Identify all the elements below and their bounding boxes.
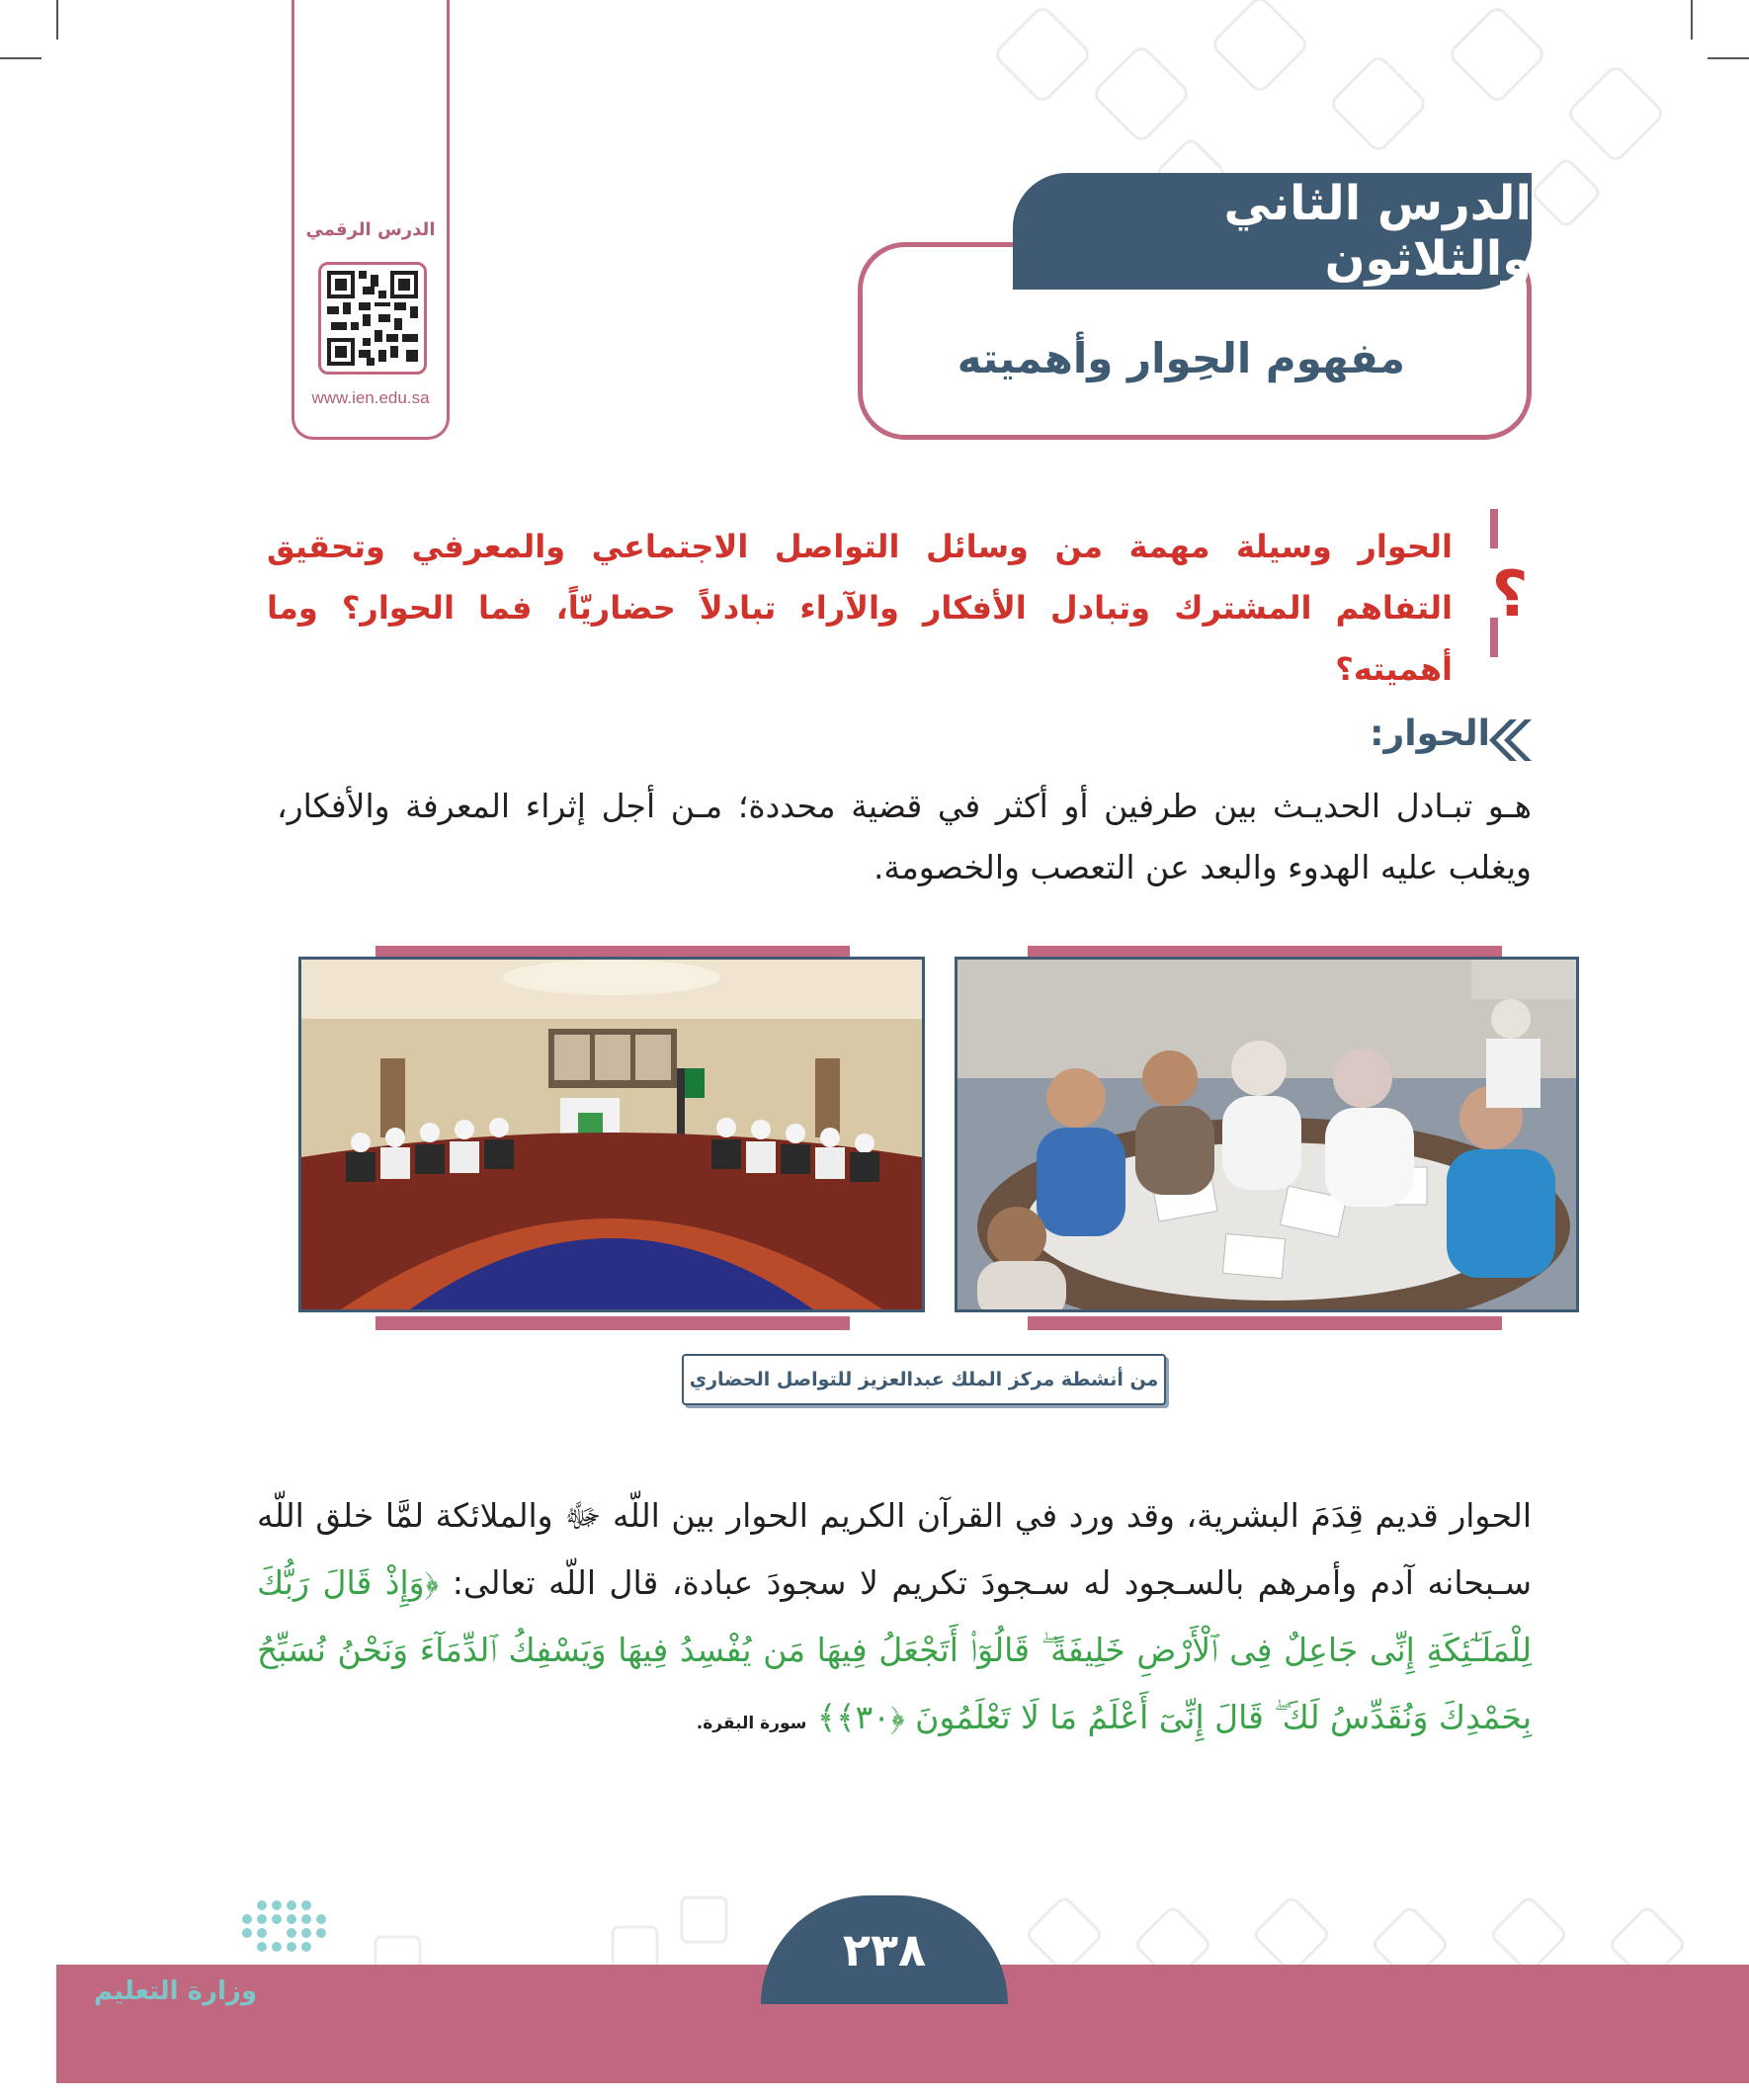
body-text: الحوار قديم قِدَمَ البشرية، وقد ورد في القرآن الكريم الحوار بين اللّه ﷻ والملائكة لمَّا خلق اللّه سـبحانه آدم وأمرهم بالسـجود له سـجودَ تكريم لا سجودَ عبادة، قال اللّه تعالى:	[257, 1496, 1533, 1602]
digital-lesson-card[interactable]	[292, 0, 450, 440]
crop-mark	[1691, 0, 1693, 40]
intro-question: الحوار وسيلة مهمة من وسائل التواصل الاجتماعي والمعرفي وتحقيق التفاهم المشترك وتبادل الأفكار والآراء تبادلاً حضاريّاً، فما الحوار؟ وما أهميته؟	[267, 528, 1453, 688]
svg-text:؟: ؟	[1491, 558, 1529, 631]
qr-code-icon	[327, 271, 418, 366]
lesson-subtitle: مفهوم الحِوار وأهميته	[957, 334, 1405, 382]
students-dialogue-photo	[955, 957, 1579, 1312]
question-mark-icon	[1490, 509, 1530, 657]
quran-verse: ﴿وَإِذْ قَالَ رَبُّكَ لِلْمَلَـٰٓئِكَةِ إِنِّى جَاعِلٌ فِى ٱلْأَرْضِ خَلِيفَةً ۖ قَالُوٓا۟ أَتَجْعَلُ فِيهَا مَن يُفْسِدُ فِيهَا وَيَسْفِكُ ٱلدِّمَآءَ وَنَحْنُ نُسَبِّحُ بِحَمْدِكَ وَنُقَدِّسُ لَكَ ۖ قَالَ إِنِّىٓ أَعْلَمُ مَا لَا تَعْلَمُونَ ﴿٣٠﴾﴾	[257, 1563, 1532, 1736]
chevron-icon	[1487, 719, 1532, 761]
body-paragraph	[257, 1482, 1532, 1757]
definition-text: هـو تبـادل الحديـث بين طرفين أو أكثر في قضية محددة؛ مـن أجل إثراء المعرفة والأفكار، ويغلب عليه الهدوء والبعد عن التعصب والخصومة.	[277, 787, 1532, 886]
photos-caption: من أنشطة مركز الملك عبدالعزيز للتواصل الحضاري	[682, 1354, 1166, 1405]
meeting-room-image	[301, 960, 922, 1309]
definition-heading: الحوار:	[1370, 714, 1490, 754]
sura-reference: سورة البقرة.	[696, 1714, 807, 1733]
digital-lesson-url[interactable]: www.ien.edu.sa	[311, 388, 430, 407]
photo-frame-bar	[375, 1316, 850, 1330]
digital-lesson-label: الدرس الرقمي	[305, 219, 436, 240]
photo-frame-bar	[1028, 1316, 1502, 1330]
page-number: ٢٣٨	[761, 1895, 1008, 2004]
crop-mark	[0, 57, 42, 59]
meeting-room-photo	[298, 957, 925, 1312]
qr-code[interactable]	[318, 262, 427, 375]
ministry-name: وزارة التعليم	[94, 1976, 257, 2006]
crop-mark	[1707, 57, 1749, 59]
lesson-number-title: الدرس الثاني والثلاثون	[1013, 173, 1532, 290]
students-dialogue-image	[958, 960, 1576, 1309]
crop-mark	[56, 0, 58, 40]
